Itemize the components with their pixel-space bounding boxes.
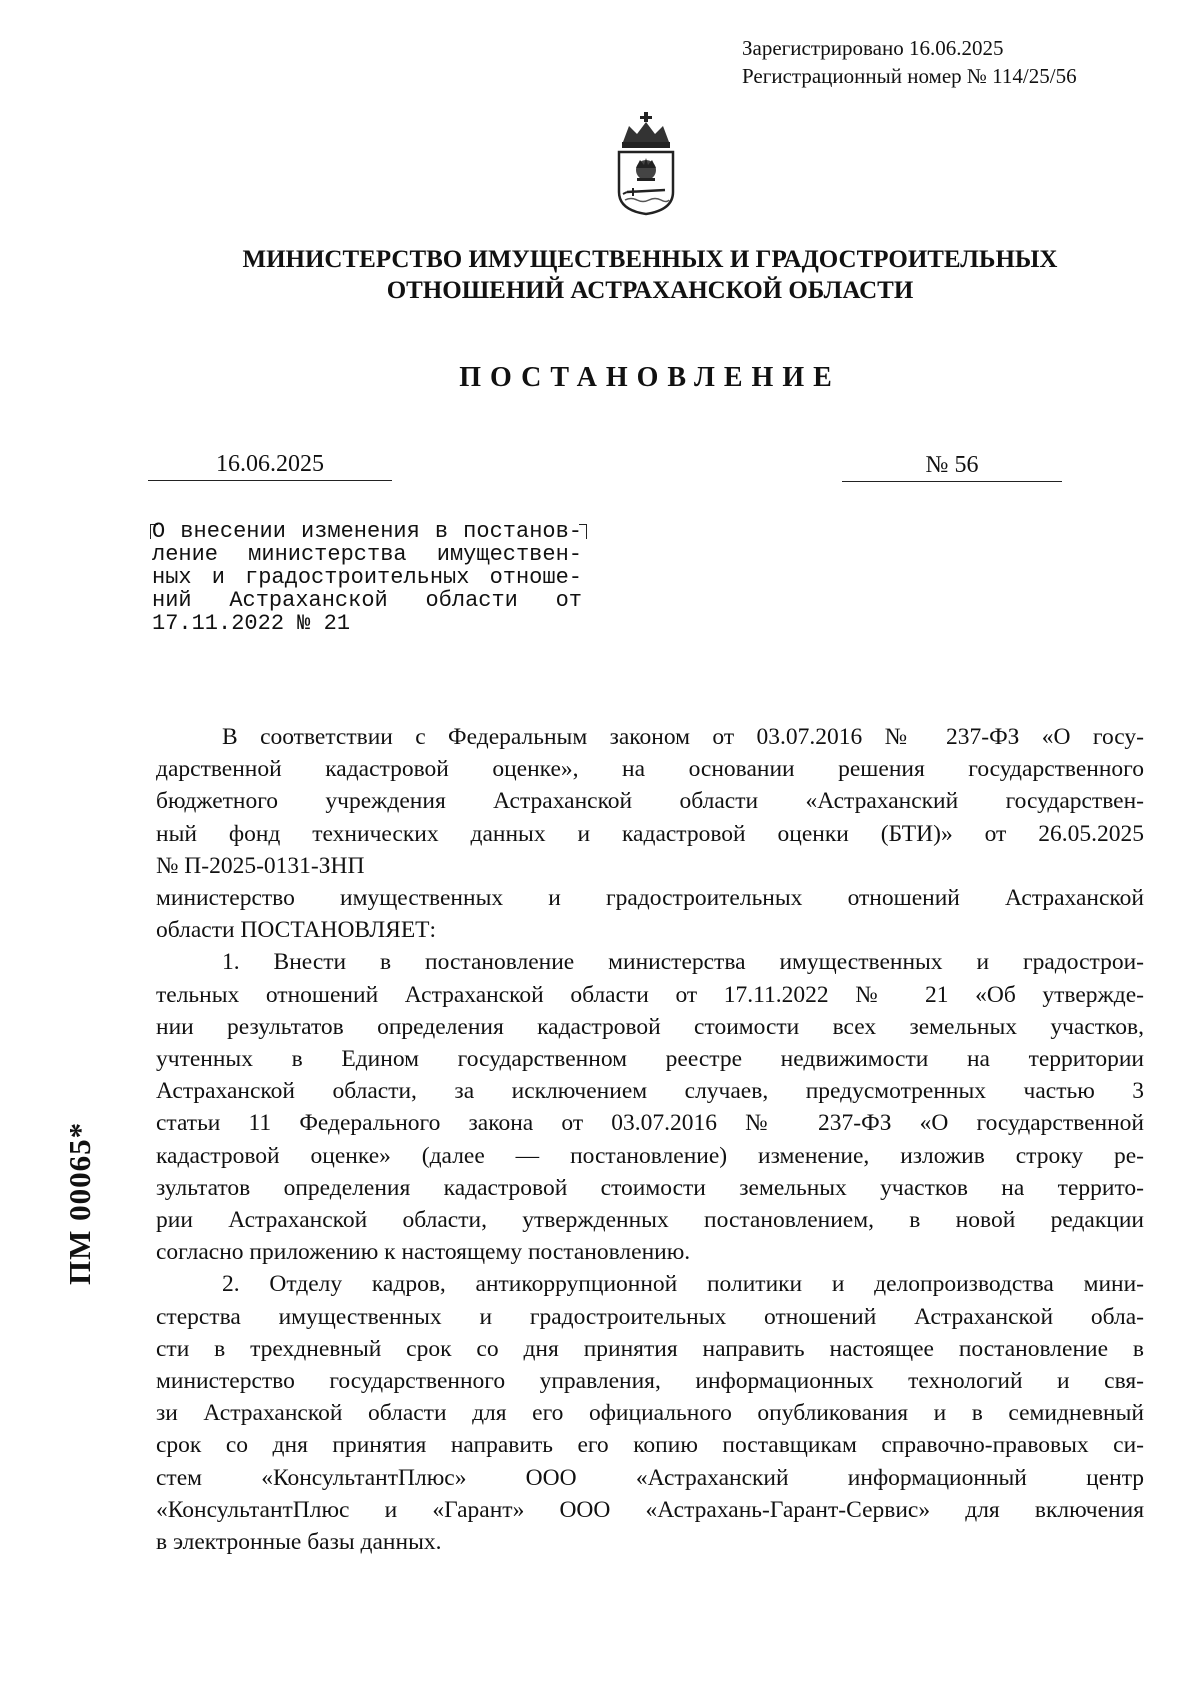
body-line: министерство имущественных и градостроительных отношений Астраханской (156, 885, 1144, 912)
registration-stamp (742, 34, 1077, 90)
body-line: тельных отношений Астраханской области от 17.11.2022 № 21 «Об утвержде- (156, 981, 1144, 1008)
body-line: статьи 11 Федерального закона от 03.07.2016 № 237-ФЗ «О государственной (156, 1110, 1144, 1137)
body-line: дарственной кадастровой оценке», на основании решения государственного (156, 756, 1144, 783)
astrakhan-coat-of-arms-icon (611, 112, 681, 216)
subject-line: ление министерства имуществен- (152, 542, 582, 567)
body-line: «КонсультантПлюс и «Гарант» ООО «Астрахань-Гарант-Сервис» для включения (156, 1496, 1144, 1523)
document-date: 16.06.2025 (148, 448, 392, 481)
body-line: области ПОСТАНОВЛЯЕТ: (156, 917, 437, 944)
subject-line: 17.11.2022 № 21 (152, 611, 351, 636)
body-line: нии результатов определения кадастровой стоимости всех земельных участков, (156, 1013, 1144, 1040)
body-line: ный фонд технических данных и кадастровой оценки (БТИ)» от 26.05.2025 (156, 820, 1144, 847)
body-line: 1. Внести в постановление министерства имущественных и градострои- (222, 949, 1144, 976)
body-line: кадастровой оценке» (далее — постановление) изменение, изложив строку ре- (156, 1142, 1144, 1169)
body-line: В соответствии с Федеральным законом от 03.07.2016 № 237-ФЗ «О госу- (222, 724, 1144, 750)
document-body (156, 721, 1144, 1558)
body-line: срок со дня принятия направить его копию поставщикам справочно-правовых си- (156, 1432, 1144, 1459)
ministry-name (0, 244, 1200, 306)
body-line: зи Астраханской области для его официального опубликования и в семидневный (156, 1400, 1144, 1427)
document-subject (152, 520, 582, 635)
body-line: стерства имущественных и градостроительных отношений Астраханской обла- (156, 1303, 1144, 1330)
body-line: согласно приложению к настоящему постановлению. (156, 1239, 691, 1266)
document-number: № 56 (842, 449, 1062, 482)
subject-line: ных и градостроительных отноше- (152, 565, 582, 590)
body-line: бюджетного учреждения Астраханской области «Астраханский государствен- (156, 788, 1144, 815)
body-line: учтенных в Едином государственном реестре недвижимости на территории (156, 1046, 1144, 1073)
body-line: министерство государственного управления, информационных технологий и свя- (156, 1368, 1144, 1395)
body-line: рии Астраханской области, утвержденных постановлением, в новой редакции (156, 1207, 1144, 1234)
ministry-name-line-1: МИНИСТЕРСТВО ИМУЩЕСТВЕННЫХ И ГРАДОСТРОИТЕЛЬНЫХ (242, 246, 1058, 273)
margin-stamp: ПМ 00065* (62, 1121, 97, 1285)
document-type: ПОСТАНОВЛЕНИЕ (459, 362, 841, 393)
body-line: сти в трехдневный срок со дня принятия направить настоящее постановление в (156, 1335, 1144, 1362)
body-line: № П-2025-0131-ЗНП (156, 852, 365, 879)
body-line: стем «КонсультантПлюс» ООО «Астраханский информационный центр (156, 1464, 1144, 1491)
subject-line: ний Астраханской области от (152, 588, 582, 613)
body-line: Астраханской области, за исключением случаев, предусмотренных частью 3 (156, 1078, 1144, 1105)
registration-number: Регистрационный номер № 114/25/56 (742, 64, 1077, 88)
registration-date: Зарегистрировано 16.06.2025 (742, 36, 1004, 60)
body-line: зультатов определения кадастровой стоимости земельных участков на террито- (156, 1174, 1144, 1201)
ministry-name-line-2: ОТНОШЕНИЙ АСТРАХАНСКОЙ ОБЛАСТИ (386, 277, 914, 304)
subject-line: О внесении изменения в постанов- (152, 519, 582, 544)
body-line: в электронные базы данных. (156, 1529, 442, 1556)
body-line: 2. Отделу кадров, антикоррупционной политики и делопроизводства мини- (222, 1271, 1144, 1298)
